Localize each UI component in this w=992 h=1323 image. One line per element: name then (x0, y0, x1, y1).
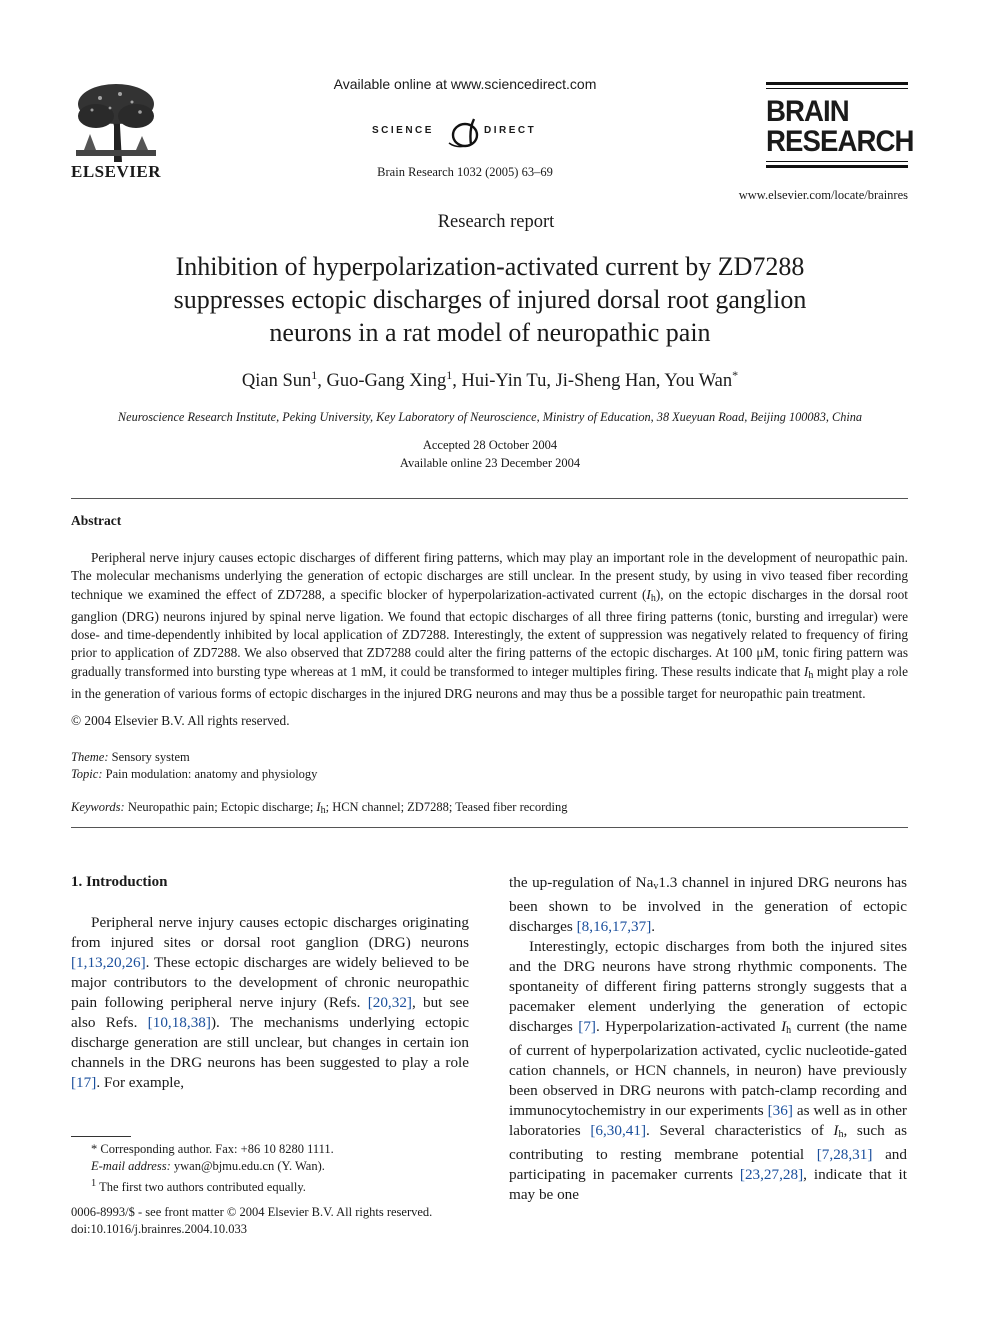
keywords-text: Neuropathic pain; Ectopic discharge; (127, 800, 317, 814)
author-mark: 1 (446, 368, 453, 382)
equal-contribution-note (71, 1175, 471, 1196)
abstract-text: might play a role in the generation of various forms of ectopic discharges in the injured DRG neurons and may thus be a possible target for neuropathic pain treatment. (71, 663, 908, 702)
body-text: and participating in pacemaker currents (509, 1146, 907, 1183)
journal-logo (766, 82, 914, 168)
divider (71, 827, 908, 828)
ih-symbol: I (803, 663, 809, 679)
author-mark: 1 (311, 368, 318, 382)
citation-link[interactable]: [6,30,41] (590, 1122, 647, 1139)
email-link[interactable]: ywan@bjmu.edu.cn (Y. Wan). (173, 1159, 325, 1173)
ih-subscript: h (808, 669, 814, 681)
author-name[interactable]: Guo-Gang Xing (326, 371, 447, 392)
available-online-banner[interactable]: Available online at www.sciencedirect.com (333, 76, 597, 92)
publisher-name: ELSEVIER (71, 162, 161, 181)
citation-link[interactable]: [20,32] (367, 994, 412, 1011)
ih-symbol: I (646, 586, 651, 602)
doi-link[interactable]: doi:10.1016/j.brainres.2004.10.033 (71, 1222, 248, 1236)
body-text: the up-regulation of Na (509, 874, 654, 891)
email-note (71, 1158, 471, 1175)
legal-info (71, 1204, 432, 1238)
footnote-text: The first two authors contributed equally. (99, 1180, 306, 1195)
article-dates (0, 436, 980, 472)
journal-citation: Brain Research 1032 (2005) 63–69 (377, 165, 553, 179)
journal-url-link[interactable]: www.elsevier.com/locate/brainres (738, 188, 908, 202)
ih-subscript: h (838, 1129, 844, 1140)
journal-title-line2: RESEARCH (766, 125, 914, 158)
body-text: . Several characteristics of (646, 1122, 834, 1139)
body-text: Interestingly, ectopic discharges from both the injured sites and the DRG neurons have strong rhythmic components. The spontaneity of different firing patterns strongly suggests that a pacemaker element underlying the generation of ectopic discharges (509, 938, 907, 1035)
affiliation: Neuroscience Research Institute, Peking University, Key Laboratory of Neuroscience, Ministry of Education, 38 Xueyuan Road, Beijing 100083, China (117, 410, 863, 424)
footnote-mark: 1 (91, 1178, 97, 1189)
article-title (100, 250, 880, 349)
topic-label: Topic: (71, 767, 103, 781)
divider (71, 498, 908, 499)
section-heading: 1. Introduction (71, 874, 168, 890)
abstract-text: Peripheral nerve injury causes ectopic discharges of different firing patterns, which may play an important role in the development of neuropathic pain. The molecular mechanisms underlying the generation of ectopic discharges are still unclear. In the present study, by using in vivo teased fiber recording technique we examined the effect of ZD7288, a specific blocker of hyperpolarization-activated current ( (71, 550, 908, 602)
right-column (509, 873, 907, 1205)
ih-subscript: h (320, 805, 326, 816)
issn-line: 0006-8993/$ - see front matter © 2004 Elsevier B.V. All rights reserved. (71, 1205, 433, 1219)
citation-link[interactable]: [8,16,17,37] (576, 918, 652, 935)
body-text: ). The mechanisms underlying ectopic discharge generation are still unclear, but changes in certain ion channels in the DRG neurons has been suggested to play a role (71, 1014, 469, 1071)
body-text: 1.3 channel in injured DRG neurons has been shown to be involved in the generation of ectopic discharges (509, 874, 907, 935)
body-text: . These ectopic discharges are widely believed to be major contributors to the development of chronic neuropathic pain following peripheral nerve injury (Refs. (71, 954, 469, 1011)
author-sep: , (546, 371, 556, 392)
sciencedirect-d-icon (445, 115, 485, 151)
keywords-line (71, 800, 567, 816)
footnotes (71, 1141, 471, 1196)
body-text: Peripheral nerve injury causes ectopic discharges originating from injured sites or dorsal root ganglion (DRG) neurons (71, 914, 469, 951)
body-text: , but see also Refs. (71, 994, 469, 1031)
author-name[interactable]: Hui-Yin Tu (461, 371, 547, 392)
sciencedirect-logo-left: SCIENCE (372, 125, 434, 136)
citation-link[interactable]: [7,28,31] (816, 1146, 873, 1163)
citation-link[interactable]: [17] (71, 1074, 97, 1091)
accepted-date: Accepted 28 October 2004 (422, 438, 558, 452)
left-column (71, 913, 469, 1093)
ih-symbol: I (781, 1018, 787, 1035)
title-line-1: Inhibition of hyperpolarization-activated current by ZD7288 (175, 252, 805, 281)
title-line-2: suppresses ectopic discharges of injured dorsal root ganglion (173, 285, 807, 314)
keywords-text: ; HCN channel; ZD7288; Teased fiber recording (325, 800, 568, 814)
subscript: v (653, 881, 659, 892)
copyright-line: © 2004 Elsevier B.V. All rights reserved. (71, 713, 290, 728)
citation-link[interactable]: [7] (578, 1018, 596, 1035)
author-sep: , (452, 371, 462, 392)
author-list (0, 368, 980, 392)
body-text: current (the name of current of hyperpolarization activated, cyclic nucleotide-gated cation channels, or HCN channels, in neuron) have previously been observed in DRG neurons with patch-clamp recording and immunocytochemistry in our experiments (509, 1018, 907, 1119)
ih-subscript: h (650, 592, 656, 604)
keywords-label: Keywords: (71, 800, 125, 814)
abstract-body (71, 549, 908, 703)
ih-symbol: I (316, 800, 321, 814)
author-mark: * (732, 368, 739, 382)
abstract-heading: Abstract (71, 513, 122, 528)
author-sep: , (655, 371, 665, 392)
citation-link[interactable]: [23,27,28] (739, 1166, 804, 1183)
available-date: Available online 23 December 2004 (399, 456, 581, 470)
sciencedirect-logo-right: DIRECT (484, 125, 537, 136)
body-text: . For example, (96, 1074, 185, 1091)
journal-title-line1: BRAIN (766, 95, 849, 128)
body-text: . (651, 918, 656, 935)
theme-value: Sensory system (111, 750, 190, 764)
theme-line (71, 750, 190, 765)
citation-link[interactable]: [36] (767, 1102, 793, 1119)
footnote-rule (71, 1136, 131, 1137)
article-type: Research report (437, 212, 555, 232)
elsevier-tree-logo (70, 80, 162, 162)
citation-link[interactable]: [10,18,38] (147, 1014, 211, 1031)
body-text: as well as in other laboratories (509, 1102, 907, 1139)
author-name[interactable]: Ji-Sheng Han (555, 371, 656, 392)
author-sep: , (317, 371, 327, 392)
body-text: , such as contributing to resting membrane potential (509, 1122, 907, 1163)
body-text: . Hyperpolarization-activated (596, 1018, 782, 1035)
author-name[interactable]: Qian Sun (241, 371, 312, 392)
author-name[interactable]: You Wan (664, 371, 733, 392)
corresponding-author-note: * Corresponding author. Fax: +86 10 8280 1111. (91, 1142, 334, 1156)
ih-symbol: I (833, 1122, 839, 1139)
theme-label: Theme: (71, 750, 109, 764)
body-text: , indicate that it may be one (509, 1166, 907, 1203)
abstract-text: ), on the ectopic discharges in the dorsal root ganglion (DRG) neurons injured by spinal nerve ligation. We found that ectopic discharges of all three firing patterns (tonic, bursting and irregular) were dose- and time-dependently inhibited by local application of ZD7288. Interestingly, the extent of suppression was negatively related to frequency of firing prior to application of ZD7288. We also observed that ZD7288 could alter the firing patterns of the ectopic discharges. At 100 μM, tonic firing pattern was gradually transformed into bursting type whereas at 1 mM, it could be transformed to integer multiples firing. These results indicate that (71, 586, 908, 679)
topic-line (71, 767, 317, 782)
citation-link[interactable]: [1,13,20,26] (71, 954, 146, 971)
topic-value: Pain modulation: anatomy and physiology (105, 767, 318, 781)
title-line-3: neurons in a rat model of neuropathic pain (269, 318, 711, 347)
ih-subscript: h (786, 1025, 792, 1036)
email-label: E-mail address: (91, 1159, 171, 1173)
